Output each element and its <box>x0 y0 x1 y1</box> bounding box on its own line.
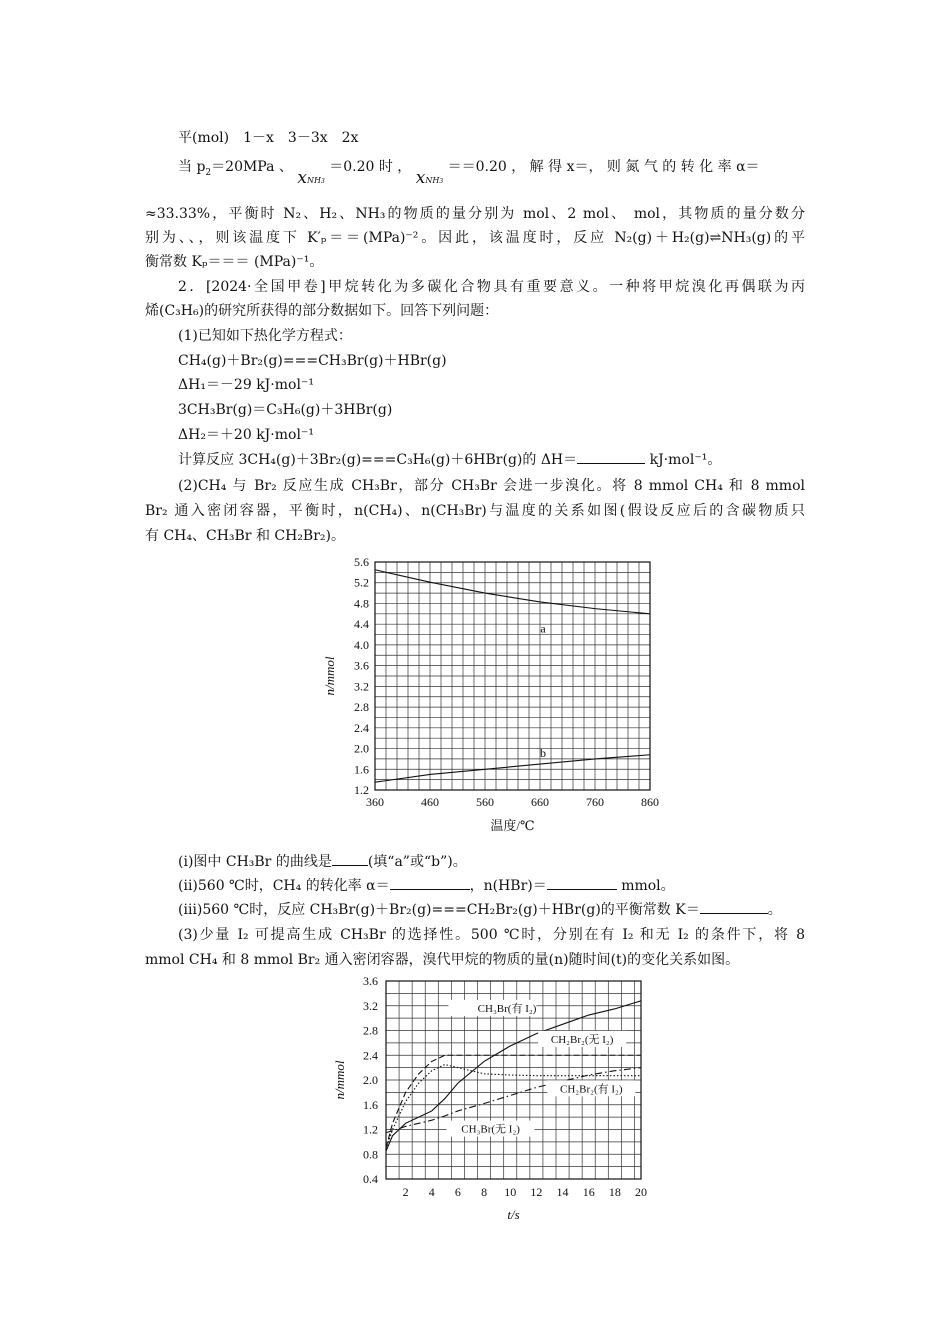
text-line-14: (2)CH₄ 与 Br₂ 反应生成 CH₃Br，部分 CH₃Br 会进一步溴化。将 8 mmol CH₄ 和 8 mmol <box>178 478 805 494</box>
x-tick-label: 760 <box>586 795 604 809</box>
series-label-2: CH₃Br(无 I₂) <box>461 1123 520 1136</box>
text-line-5: 衡常数 Kₚ＝＝＝ (MPa)⁻¹。 <box>145 254 324 270</box>
text-line-3: ≈33.33%，平衡时 N₂、H₂、NH₃的物质的量分别为 mol、2 mol、 mol，其物质的量分数分 <box>145 206 805 222</box>
y-tick-label: 3.2 <box>363 998 378 1013</box>
x-symbol: x <box>415 168 426 188</box>
y-axis-label: n/mmol <box>332 1060 347 1100</box>
text-fragment: ＝0.20 时 ， <box>329 159 412 175</box>
text-line-2 <box>178 156 800 188</box>
y-axis-label: n/mmol <box>322 656 337 696</box>
series-label-1: CH₂Br₂(无 I₂) <box>550 1033 614 1046</box>
y-tick-label: 0.4 <box>363 1172 378 1186</box>
answer-blank[interactable] <box>547 876 617 890</box>
y-tick-label: 3.2 <box>354 679 369 694</box>
y-tick-label: 4.0 <box>354 637 369 652</box>
nh3-sub3: 3 <box>439 178 444 185</box>
x-tick-label: 360 <box>366 795 384 809</box>
enthalpy-1: ΔH₁＝－29 kJ·mol⁻¹ <box>178 377 314 393</box>
x-tick-label: 10 <box>504 1185 517 1199</box>
y-tick-label: 5.2 <box>354 575 369 590</box>
question-text: 。 <box>767 902 782 918</box>
x-tick-label: 20 <box>635 1185 647 1199</box>
x-tick-label: 860 <box>641 795 659 809</box>
question-text: (ⅲ)560 ℃时，反应 CH₃Br(g)＋Br₂(g)===CH₂Br₂(g)＋HBr(g)的平衡常数 K＝ <box>178 902 700 918</box>
y-tick-label: 2.0 <box>363 1073 378 1087</box>
question-text: (ⅰ)图中 CH₃Br 的曲线是 <box>178 854 332 870</box>
text-line-8: (1)已知如下热化学方程式： <box>178 328 352 344</box>
x-symbol: x <box>297 168 307 188</box>
question-text: kJ·mol⁻¹。 <box>645 452 722 468</box>
y-tick-label: 4.4 <box>354 617 369 632</box>
series-label-a: a <box>540 621 546 636</box>
y-tick-label: 2.8 <box>363 1023 378 1038</box>
x-tick-label: 2 <box>402 1185 409 1199</box>
x-tick-label: 8 <box>481 1185 488 1199</box>
y-tick-label: 0.8 <box>363 1147 378 1162</box>
nh3-sub3: 3 <box>320 178 325 185</box>
y-tick-label: 5.6 <box>354 555 369 569</box>
y-tick-label: 2.4 <box>363 1048 378 1063</box>
sub-question-ii <box>178 876 675 896</box>
y-tick-label: 2.4 <box>354 720 369 735</box>
nh3-subscript: NH <box>425 176 440 185</box>
text-fragment: ＝20MPa 、 <box>211 159 293 175</box>
y-tick-label: 2.0 <box>354 741 369 756</box>
text-line-21: mmol CH₄ 和 8 mmol Br₂ 通入密闭容器，溴代甲烷的物质的量(n)随时间(t)的变化关系如图。 <box>145 952 740 968</box>
y-tick-label: 2.8 <box>354 700 369 715</box>
table-row-equilibrium: 平(mol) 1－x 3－3x 2x <box>178 130 359 146</box>
answer-blank[interactable] <box>700 900 768 914</box>
series-label-b: b <box>540 745 546 760</box>
answer-blank[interactable] <box>390 876 470 890</box>
question-2-heading: 2．[2024·全国甲卷]甲烷转化为多碳化合物具有重要意义。一种将甲烷溴化再偶联为丙 <box>178 279 805 295</box>
equation-2: 3CH₃Br(g)＝C₃H₆(g)＋3HBr(g) <box>178 402 393 418</box>
x-tick-label: 460 <box>421 795 439 809</box>
equation-1: CH₄(g)＋Br₂(g)===CH₃Br(g)＋HBr(g) <box>178 353 447 369</box>
text-line-16: 有 CH₄、CH₃Br 和 CH₂Br₂)。 <box>145 528 345 544</box>
text-line-7: 烯(C₃H₆)的研究所获得的部分数据如下。回答下列问题： <box>145 303 499 319</box>
series-line-a <box>375 570 650 614</box>
y-tick-label: 3.6 <box>354 658 369 673</box>
x-axis-label: t/s <box>507 1207 520 1222</box>
question-text: 计算反应 3CH₄(g)＋3Br₂(g)===C₃H₆(g)＋6HBr(g)的 ΔH＝ <box>178 452 578 468</box>
x-tick-label: 4 <box>428 1185 435 1199</box>
question-text: (填“a”或“b”)。 <box>367 854 467 870</box>
y-tick-label: 3.6 <box>363 974 378 988</box>
sub-question-i <box>178 852 467 872</box>
mole-fraction-symbol-2 <box>416 168 443 188</box>
y-tick-label: 1.2 <box>354 783 369 797</box>
mole-fraction-symbol <box>297 168 324 188</box>
x-tick-label: 18 <box>608 1185 621 1199</box>
subscript: 2 <box>205 167 212 178</box>
x-tick-label: 14 <box>556 1185 569 1199</box>
x-tick-label: 560 <box>476 795 494 809</box>
question-text: (ⅱ)560 ℃时，CH₄ 的转化率 α＝ <box>178 878 390 894</box>
question-text: ，n(HBr)＝ <box>469 878 547 894</box>
nh3-subscript: NH <box>306 176 321 185</box>
text-fragment: ＝＝0.20 ， 解 得 x＝， 则 氮 气 的 转 化 率 α＝ <box>447 159 760 175</box>
x-axis-label: 温度/℃ <box>490 818 535 833</box>
question-text: mmol。 <box>616 878 675 894</box>
x-tick-label: 6 <box>454 1185 461 1199</box>
text-fragment: 当 p <box>178 159 206 175</box>
chart-n-vs-temperature <box>320 555 670 840</box>
sub-question-iii <box>178 900 782 920</box>
y-tick-label: 1.6 <box>363 1097 378 1112</box>
x-tick-label: 660 <box>531 795 549 809</box>
text-line-20: (3)少量 I₂ 可提高生成 CH₃Br 的选择性。500 ℃时，分别在有 I₂ 和无 I₂ 的条件下，将 8 <box>178 927 805 943</box>
y-tick-label: 4.8 <box>354 596 369 611</box>
x-tick-label: 16 <box>582 1185 595 1199</box>
answer-blank[interactable] <box>577 450 645 464</box>
text-line-4: 别为、、，则该温度下 K′ₚ＝＝(MPa)⁻²。因此，该温度时，反应 N₂(g)＋H₂(g)⇌NH₃(g)的平 <box>145 230 805 246</box>
answer-blank[interactable] <box>332 852 368 866</box>
y-tick-label: 1.2 <box>363 1122 378 1137</box>
question-1 <box>178 450 721 470</box>
enthalpy-2: ΔH₂＝＋20 kJ·mol⁻¹ <box>178 427 314 443</box>
y-tick-label: 1.6 <box>354 762 369 777</box>
series-label-0: CH₃Br(有 I₂) <box>477 1002 537 1015</box>
text-line-15: Br₂ 通入密闭容器，平衡时，n(CH₄)、n(CH₃Br)与温度的关系如图(假设反应后的含碳物质只 <box>145 503 805 519</box>
chart-n-vs-time <box>320 972 660 1227</box>
x-tick-label: 12 <box>530 1185 543 1199</box>
series-label-3: CH₂Br₂(有 I₂) <box>560 1083 623 1096</box>
